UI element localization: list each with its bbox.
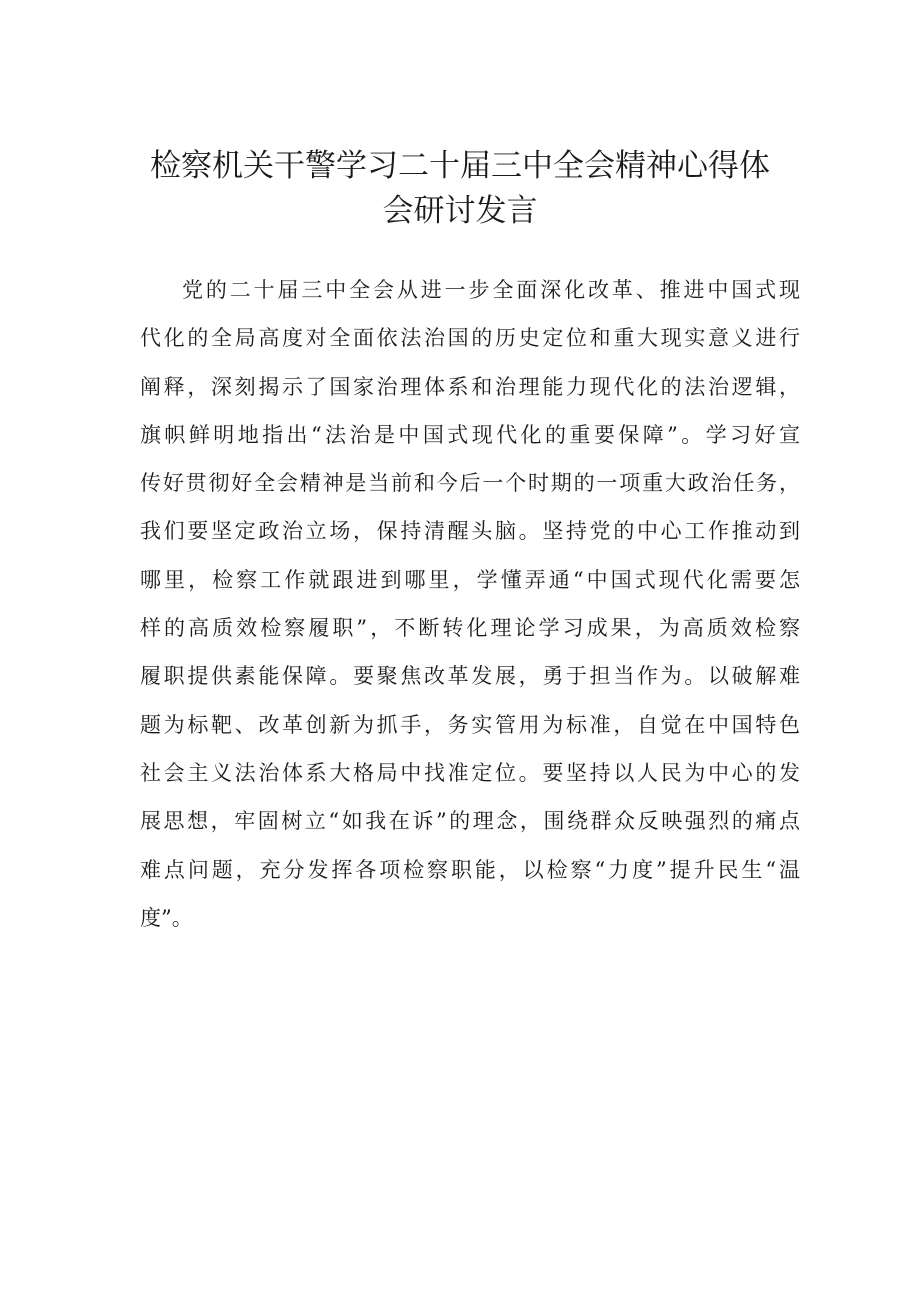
title-line: 检察机关干警学习二十届三中全会精神心得体 (150, 148, 770, 184)
paragraph-line: 样的高质效检察履职”，不断转化理论学习成果，为高质效检察 (140, 616, 800, 641)
paragraph-line: 履职提供素能保障。要聚焦改革发展，勇于担当作为。以破解难 (140, 664, 800, 689)
paragraph-line: 阐释，深刻揭示了国家治理体系和治理能力现代化的法治逻辑， (140, 374, 800, 399)
body-paragraph (140, 266, 800, 942)
paragraph-line: 难点问题，充分发挥各项检察职能，以检察“力度”提升民生“温 (140, 857, 800, 882)
document-title (100, 144, 820, 234)
paragraph-line: 度”。 (140, 905, 193, 930)
paragraph-line: 党的二十届三中全会从进一步全面深化改革、推进中国式现 (182, 278, 800, 302)
paragraph-line: 代化的全局高度对全面依法治国的历史定位和重大现实意义进行 (140, 326, 800, 351)
paragraph-line: 展思想，牢固树立“如我在诉”的理念，围绕群众反映强烈的痛点 (140, 809, 800, 834)
paragraph-line: 传好贯彻好全会精神是当前和今后一个时期的一项重大政治任务， (140, 471, 800, 496)
paragraph-line: 题为标靶、改革创新为抓手，务实管用为标准，自觉在中国特色 (140, 712, 800, 737)
title-line: 会研讨发言 (382, 193, 538, 229)
paragraph-line: 旗帜鲜明地指出“法治是中国式现代化的重要保障”。学习好宣 (140, 422, 800, 447)
paragraph-line: 社会主义法治体系大格局中找准定位。要坚持以人民为中心的发 (140, 760, 800, 785)
paragraph-line: 我们要坚定政治立场，保持清醒头脑。坚持党的中心工作推动到 (140, 519, 800, 544)
paragraph-line: 哪里，检察工作就跟进到哪里，学懂弄通“中国式现代化需要怎 (140, 567, 800, 592)
